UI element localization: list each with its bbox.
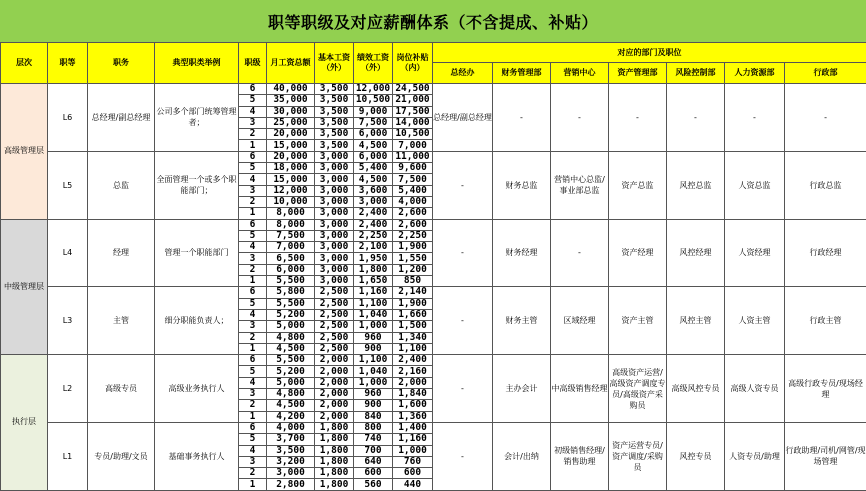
- base-cell: 3,000: [315, 163, 354, 174]
- grade-cell: L5: [48, 151, 88, 219]
- rank-cell: 3: [239, 456, 267, 467]
- rank-cell: 2: [239, 196, 267, 207]
- dept-cell: -: [609, 84, 667, 152]
- monthly-total-cell: 25,000: [267, 117, 315, 128]
- perf-cell: 700: [354, 445, 393, 456]
- rank-cell: 1: [239, 140, 267, 151]
- base-cell: 1,800: [315, 479, 354, 490]
- perf-cell: 900: [354, 343, 393, 354]
- post-allowance-cell: 1,500: [393, 321, 433, 332]
- dept-header: 人力资源部: [725, 63, 785, 84]
- perf-cell: 4,500: [354, 174, 393, 185]
- monthly-total-cell: 5,500: [267, 355, 315, 366]
- rank-cell: 2: [239, 264, 267, 275]
- rank-cell: 4: [239, 377, 267, 388]
- base-cell: 2,000: [315, 400, 354, 411]
- rank-cell: 5: [239, 366, 267, 377]
- header-post-unit: （内）: [393, 63, 432, 73]
- dept-cell: 资产总监: [609, 151, 667, 219]
- perf-cell: 800: [354, 422, 393, 433]
- table-row: [1, 355, 866, 366]
- monthly-total-cell: 4,800: [267, 389, 315, 400]
- perf-cell: 1,800: [354, 264, 393, 275]
- rank-cell: 1: [239, 479, 267, 490]
- monthly-total-cell: 7,000: [267, 242, 315, 253]
- base-cell: 2,500: [315, 343, 354, 354]
- dept-cell: -: [493, 84, 551, 152]
- perf-cell: 1,160: [354, 287, 393, 298]
- post-allowance-cell: 600: [393, 468, 433, 479]
- typical-cell: 公司多个部门统筹管理者；: [155, 84, 239, 152]
- grade-cell: L1: [48, 422, 88, 490]
- header-typical: 典型职类举例: [155, 43, 239, 84]
- position-cell: 经理: [88, 219, 155, 287]
- perf-cell: 6,000: [354, 151, 393, 162]
- position-cell: 总监: [88, 151, 155, 219]
- dept-cell: 资产经理: [609, 219, 667, 287]
- table-body: [1, 84, 866, 491]
- dept-cell: 总经理/副总经理: [433, 84, 493, 152]
- post-allowance-cell: 17,500: [393, 106, 433, 117]
- rank-cell: 2: [239, 332, 267, 343]
- salary-table: [0, 42, 866, 491]
- post-allowance-cell: 1,100: [393, 343, 433, 354]
- rank-cell: 2: [239, 129, 267, 140]
- post-allowance-cell: 760: [393, 456, 433, 467]
- dept-cell: 行政总监: [785, 151, 866, 219]
- perf-cell: 1,100: [354, 298, 393, 309]
- perf-cell: 7,500: [354, 117, 393, 128]
- monthly-total-cell: 6,000: [267, 264, 315, 275]
- perf-cell: 2,400: [354, 219, 393, 230]
- base-cell: 3,000: [315, 208, 354, 219]
- rank-cell: 5: [239, 95, 267, 106]
- base-cell: 3,000: [315, 230, 354, 241]
- monthly-total-cell: 18,000: [267, 163, 315, 174]
- monthly-total-cell: 4,500: [267, 343, 315, 354]
- perf-cell: 3,000: [354, 196, 393, 207]
- monthly-total-cell: 4,800: [267, 332, 315, 343]
- monthly-total-cell: 8,000: [267, 219, 315, 230]
- base-cell: 2,500: [315, 298, 354, 309]
- position-cell: 总经理/副总经理: [88, 84, 155, 152]
- dept-header: 风险控制部: [667, 63, 725, 84]
- dept-cell: -: [667, 84, 725, 152]
- monthly-total-cell: 30,000: [267, 106, 315, 117]
- monthly-total-cell: 5,200: [267, 366, 315, 377]
- perf-cell: 740: [354, 434, 393, 445]
- dept-cell: 风控经理: [667, 219, 725, 287]
- rank-cell: 3: [239, 253, 267, 264]
- base-cell: 2,500: [315, 332, 354, 343]
- post-allowance-cell: 5,400: [393, 185, 433, 196]
- monthly-total-cell: 4,200: [267, 411, 315, 422]
- rank-cell: 4: [239, 106, 267, 117]
- rank-cell: 2: [239, 468, 267, 479]
- monthly-total-cell: 2,800: [267, 479, 315, 490]
- perf-cell: 560: [354, 479, 393, 490]
- dept-cell: 人资经理: [725, 219, 785, 287]
- dept-cell: 风控专员: [667, 422, 725, 490]
- base-cell: 3,500: [315, 95, 354, 106]
- base-cell: 3,000: [315, 264, 354, 275]
- perf-cell: 5,400: [354, 163, 393, 174]
- perf-cell: 9,000: [354, 106, 393, 117]
- post-allowance-cell: 11,000: [393, 151, 433, 162]
- post-allowance-cell: 1,200: [393, 264, 433, 275]
- base-cell: 3,000: [315, 185, 354, 196]
- header-perf-unit: （外）: [354, 63, 392, 73]
- base-cell: 1,800: [315, 456, 354, 467]
- monthly-total-cell: 5,000: [267, 321, 315, 332]
- position-cell: 高级专员: [88, 355, 155, 423]
- monthly-total-cell: 40,000: [267, 84, 315, 95]
- base-cell: 3,500: [315, 84, 354, 95]
- monthly-total-cell: 15,000: [267, 174, 315, 185]
- grade-cell: L2: [48, 355, 88, 423]
- perf-cell: 2,250: [354, 230, 393, 241]
- rank-cell: 1: [239, 343, 267, 354]
- monthly-total-cell: 8,000: [267, 208, 315, 219]
- dept-cell: -: [433, 355, 493, 423]
- dept-cell: -: [725, 84, 785, 152]
- typical-cell: 全面管理一个或多个职能部门；: [155, 151, 239, 219]
- monthly-total-cell: 7,500: [267, 230, 315, 241]
- dept-cell: -: [433, 422, 493, 490]
- position-cell: 专员/助理/文员: [88, 422, 155, 490]
- dept-cell: 高级人资专员: [725, 355, 785, 423]
- post-allowance-cell: 2,600: [393, 219, 433, 230]
- rank-cell: 6: [239, 219, 267, 230]
- monthly-total-cell: 4,000: [267, 422, 315, 433]
- base-cell: 3,500: [315, 129, 354, 140]
- dept-cell: -: [433, 219, 493, 287]
- base-cell: 2,500: [315, 309, 354, 320]
- rank-cell: 6: [239, 287, 267, 298]
- rank-cell: 1: [239, 208, 267, 219]
- post-allowance-cell: 21,000: [393, 95, 433, 106]
- header-base-unit: （外）: [315, 63, 353, 73]
- dept-cell: -: [433, 151, 493, 219]
- rank-cell: 3: [239, 389, 267, 400]
- base-cell: 3,000: [315, 174, 354, 185]
- grade-cell: L4: [48, 219, 88, 287]
- dept-cell: 主办会计: [493, 355, 551, 423]
- monthly-total-cell: 3,500: [267, 445, 315, 456]
- dept-header: 营销中心: [551, 63, 609, 84]
- dept-cell: 中高级销售经理: [551, 355, 609, 423]
- base-cell: 3,500: [315, 106, 354, 117]
- post-allowance-cell: 1,160: [393, 434, 433, 445]
- monthly-total-cell: 6,500: [267, 253, 315, 264]
- header-dept-group: 对应的部门及职位: [433, 43, 866, 63]
- rank-cell: 1: [239, 411, 267, 422]
- dept-cell: -: [785, 84, 866, 152]
- rank-cell: 3: [239, 321, 267, 332]
- perf-cell: 1,100: [354, 355, 393, 366]
- monthly-total-cell: 3,000: [267, 468, 315, 479]
- base-cell: 3,000: [315, 196, 354, 207]
- post-allowance-cell: 1,340: [393, 332, 433, 343]
- base-cell: 2,000: [315, 389, 354, 400]
- dept-cell: 人资主管: [725, 287, 785, 355]
- monthly-total-cell: 12,000: [267, 185, 315, 196]
- header-grade: 职等: [48, 43, 88, 84]
- base-cell: 1,800: [315, 445, 354, 456]
- rank-cell: 5: [239, 298, 267, 309]
- dept-cell: 资产主管: [609, 287, 667, 355]
- perf-cell: 1,000: [354, 377, 393, 388]
- base-cell: 2,000: [315, 355, 354, 366]
- dept-header: 行政部: [785, 63, 866, 84]
- perf-cell: 2,100: [354, 242, 393, 253]
- base-cell: 1,800: [315, 468, 354, 479]
- post-allowance-cell: 4,000: [393, 196, 433, 207]
- typical-cell: 基础事务执行人: [155, 422, 239, 490]
- rank-cell: 4: [239, 309, 267, 320]
- post-allowance-cell: 2,140: [393, 287, 433, 298]
- rank-cell: 2: [239, 400, 267, 411]
- grade-cell: L6: [48, 84, 88, 152]
- monthly-total-cell: 15,000: [267, 140, 315, 151]
- header-position: 职务: [88, 43, 155, 84]
- table-row: [1, 84, 866, 95]
- layer-cell: 高级管理层: [1, 84, 48, 220]
- header-base: [315, 43, 354, 84]
- perf-cell: 1,000: [354, 321, 393, 332]
- sheet-title: 职等职级及对应薪酬体系（不含提成、补贴）: [0, 0, 866, 43]
- perf-cell: 1,950: [354, 253, 393, 264]
- rank-cell: 1: [239, 276, 267, 287]
- dept-cell: 高级资产运营/高级资产调度专员/高级资产采购员: [609, 355, 667, 423]
- perf-cell: 640: [354, 456, 393, 467]
- typical-cell: 管理一个职能部门: [155, 219, 239, 287]
- rank-cell: 5: [239, 163, 267, 174]
- header-rank: 职级: [239, 43, 267, 84]
- table-row: [1, 422, 866, 433]
- rank-cell: 3: [239, 185, 267, 196]
- rank-cell: 5: [239, 434, 267, 445]
- perf-cell: 3,600: [354, 185, 393, 196]
- perf-cell: 12,000: [354, 84, 393, 95]
- monthly-total-cell: 5,800: [267, 287, 315, 298]
- perf-cell: 960: [354, 389, 393, 400]
- header-perf-label: 绩效工资: [354, 53, 392, 63]
- perf-cell: 2,400: [354, 208, 393, 219]
- perf-cell: 840: [354, 411, 393, 422]
- dept-header: 财务管理部: [493, 63, 551, 84]
- dept-cell: 行政主管: [785, 287, 866, 355]
- dept-cell: -: [551, 84, 609, 152]
- monthly-total-cell: 5,200: [267, 309, 315, 320]
- base-cell: 2,000: [315, 411, 354, 422]
- post-allowance-cell: 1,550: [393, 253, 433, 264]
- perf-cell: 10,500: [354, 95, 393, 106]
- base-cell: 1,800: [315, 422, 354, 433]
- dept-cell: 高级行政专员/现场经理: [785, 355, 866, 423]
- header-perf: [354, 43, 393, 84]
- post-allowance-cell: 7,500: [393, 174, 433, 185]
- dept-cell: 风控主管: [667, 287, 725, 355]
- header-base-label: 基本工资: [315, 53, 353, 63]
- layer-cell: 中级管理层: [1, 219, 48, 355]
- post-allowance-cell: 9,600: [393, 163, 433, 174]
- base-cell: 3,500: [315, 140, 354, 151]
- perf-cell: 600: [354, 468, 393, 479]
- header-post-label: 岗位补贴: [393, 53, 432, 63]
- post-allowance-cell: 440: [393, 479, 433, 490]
- monthly-total-cell: 5,500: [267, 298, 315, 309]
- monthly-total-cell: 20,000: [267, 151, 315, 162]
- monthly-total-cell: 5,000: [267, 377, 315, 388]
- rank-cell: 3: [239, 117, 267, 128]
- dept-cell: 区域经理: [551, 287, 609, 355]
- base-cell: 3,500: [315, 117, 354, 128]
- rank-cell: 4: [239, 242, 267, 253]
- post-allowance-cell: 1,000: [393, 445, 433, 456]
- base-cell: 3,000: [315, 253, 354, 264]
- post-allowance-cell: 1,600: [393, 400, 433, 411]
- post-allowance-cell: 10,500: [393, 129, 433, 140]
- post-allowance-cell: 7,000: [393, 140, 433, 151]
- base-cell: 1,800: [315, 434, 354, 445]
- rank-cell: 6: [239, 355, 267, 366]
- dept-cell: 营销中心总监/事业部总监: [551, 151, 609, 219]
- post-allowance-cell: 1,660: [393, 309, 433, 320]
- layer-cell: 执行层: [1, 355, 48, 491]
- dept-cell: -: [433, 287, 493, 355]
- base-cell: 2,000: [315, 377, 354, 388]
- header-post-allowance: [393, 43, 433, 84]
- base-cell: 2,500: [315, 287, 354, 298]
- dept-header: 总经办: [433, 63, 493, 84]
- base-cell: 3,000: [315, 242, 354, 253]
- rank-cell: 6: [239, 422, 267, 433]
- post-allowance-cell: 1,900: [393, 298, 433, 309]
- dept-cell: 资产运营专员/资产调度/采购员: [609, 422, 667, 490]
- perf-cell: 1,040: [354, 366, 393, 377]
- perf-cell: 960: [354, 332, 393, 343]
- dept-cell: 行政助理/司机/网管/现场管理: [785, 422, 866, 490]
- rank-cell: 4: [239, 174, 267, 185]
- monthly-total-cell: 4,500: [267, 400, 315, 411]
- typical-cell: 细分职能负责人；: [155, 287, 239, 355]
- post-allowance-cell: 850: [393, 276, 433, 287]
- dept-cell: -: [551, 219, 609, 287]
- perf-cell: 1,650: [354, 276, 393, 287]
- table-row: [1, 287, 866, 298]
- monthly-total-cell: 3,700: [267, 434, 315, 445]
- base-cell: 2,000: [315, 366, 354, 377]
- post-allowance-cell: 2,400: [393, 355, 433, 366]
- position-cell: 主管: [88, 287, 155, 355]
- perf-cell: 1,040: [354, 309, 393, 320]
- post-allowance-cell: 2,160: [393, 366, 433, 377]
- header-monthly-total: 月工资总额: [267, 43, 315, 84]
- rank-cell: 4: [239, 445, 267, 456]
- post-allowance-cell: 1,900: [393, 242, 433, 253]
- monthly-total-cell: 35,000: [267, 95, 315, 106]
- dept-cell: 风控总监: [667, 151, 725, 219]
- dept-cell: 人资专员/助理: [725, 422, 785, 490]
- post-allowance-cell: 24,500: [393, 84, 433, 95]
- base-cell: 2,500: [315, 321, 354, 332]
- post-allowance-cell: 14,000: [393, 117, 433, 128]
- rank-cell: 5: [239, 230, 267, 241]
- rank-cell: 6: [239, 84, 267, 95]
- dept-cell: 财务经理: [493, 219, 551, 287]
- perf-cell: 6,000: [354, 129, 393, 140]
- grade-cell: L3: [48, 287, 88, 355]
- dept-cell: 会计/出纳: [493, 422, 551, 490]
- post-allowance-cell: 2,250: [393, 230, 433, 241]
- table-row: [1, 219, 866, 230]
- post-allowance-cell: 2,600: [393, 208, 433, 219]
- monthly-total-cell: 10,000: [267, 196, 315, 207]
- dept-cell: 高级风控专员: [667, 355, 725, 423]
- perf-cell: 900: [354, 400, 393, 411]
- dept-cell: 财务总监: [493, 151, 551, 219]
- post-allowance-cell: 1,400: [393, 422, 433, 433]
- rank-cell: 6: [239, 151, 267, 162]
- post-allowance-cell: 1,360: [393, 411, 433, 422]
- dept-cell: 行政经理: [785, 219, 866, 287]
- dept-cell: 初级销售经理/销售助理: [551, 422, 609, 490]
- dept-cell: 人资总监: [725, 151, 785, 219]
- base-cell: 3,000: [315, 151, 354, 162]
- perf-cell: 4,500: [354, 140, 393, 151]
- dept-header: 资产管理部: [609, 63, 667, 84]
- header-layer: 层次: [1, 43, 48, 84]
- base-cell: 3,000: [315, 219, 354, 230]
- monthly-total-cell: 5,500: [267, 276, 315, 287]
- monthly-total-cell: 3,200: [267, 456, 315, 467]
- base-cell: 3,000: [315, 276, 354, 287]
- post-allowance-cell: 2,000: [393, 377, 433, 388]
- typical-cell: 高级业务执行人: [155, 355, 239, 423]
- monthly-total-cell: 20,000: [267, 129, 315, 140]
- post-allowance-cell: 1,840: [393, 389, 433, 400]
- table-row: [1, 151, 866, 162]
- dept-cell: 财务主管: [493, 287, 551, 355]
